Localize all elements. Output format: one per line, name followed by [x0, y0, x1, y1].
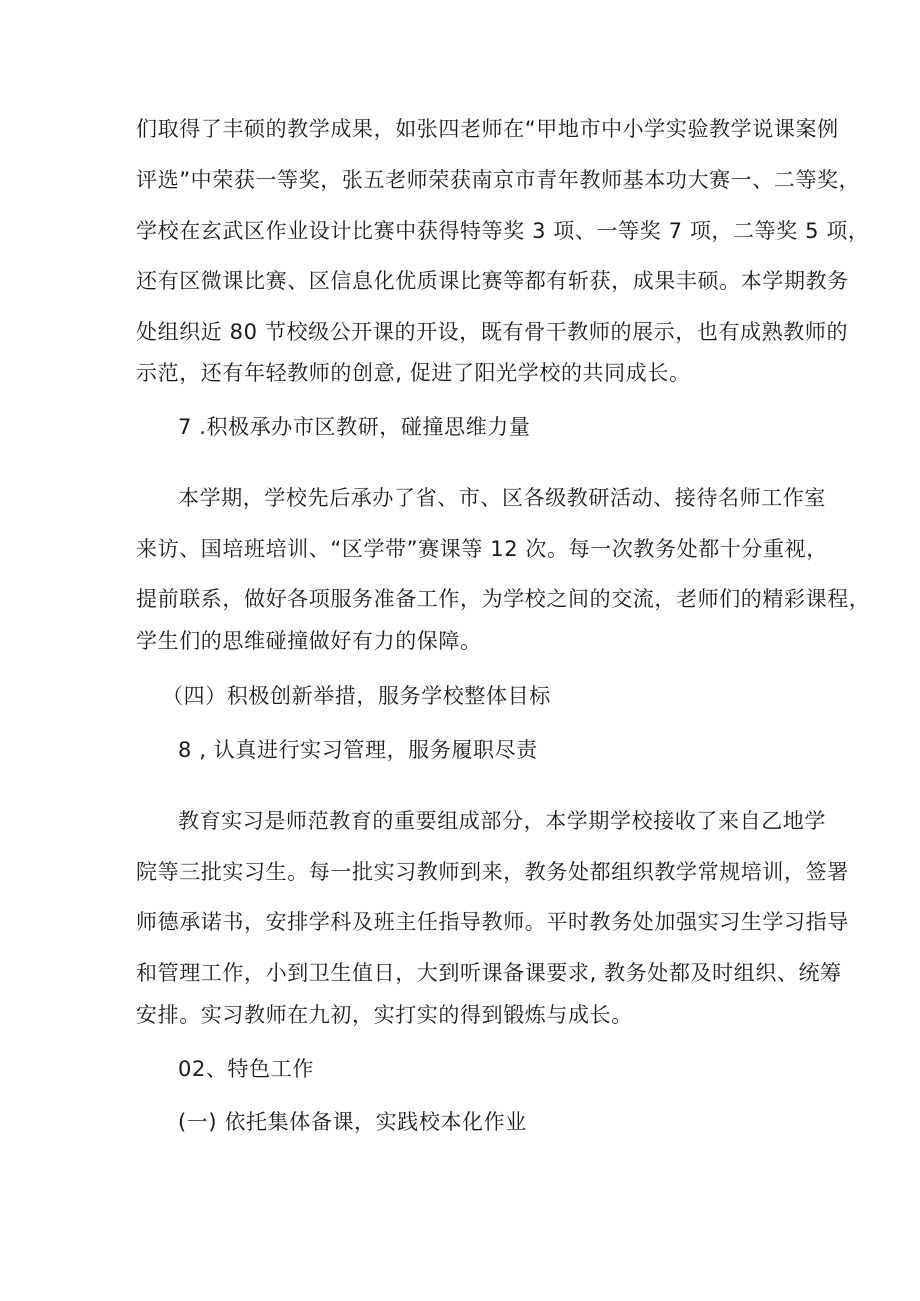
paragraph1-line-3: 学校在玄武区作业设计比赛中获得特等奖 3 项、一等奖 7 项，二等奖 5 项，	[136, 219, 870, 243]
section-heading-8: 8 , 认真进行实习管理，服务履职尽责	[178, 738, 538, 762]
section-heading-1: (一) 依托集体备课，实践校本化作业	[178, 1110, 527, 1134]
paragraph3-line-2: 院等三批实习生。每一批实习教师到来，教务处都组织教学常规培训，签署	[136, 860, 849, 884]
paragraph3-line-4: 和管理工作，小到卫生值日，大到听课备课要求, 教务处都及时组织、统筹	[136, 961, 842, 985]
paragraph1-line-4: 还有区微课比赛、区信息化优质课比赛等都有斩获，成果丰硕。本学期教务	[136, 269, 849, 293]
paragraph3-line-5: 安排。实习教师在九初，实打实的得到锻炼与成长。	[136, 1003, 633, 1027]
paragraph3-line-1: 教育实习是师范教育的重要组成部分，本学期学校接收了来自乙地学	[178, 809, 826, 833]
paragraph1-line-2: 评选”中荣获一等奖，张五老师荣获南京市青年教师基本功大赛一、二等奖，	[136, 168, 861, 192]
paragraph2-line-3: 提前联系，做好各项服务准备工作，为学校之间的交流，老师们的精彩课程，	[136, 587, 871, 611]
paragraph3-line-3: 师德承诺书，安排学科及班主任指导教师。平时教务处加强实习生学习指导	[136, 910, 849, 934]
paragraph1-line-6: 示范，还有年轻教师的创意, 促进了阳光学校的共同成长。	[136, 361, 691, 385]
paragraph1-line-1: 们取得了丰硕的教学成果，如张四老师在“甲地市中小学实验教学说课案例	[136, 117, 839, 141]
section-heading-7: 7 .积极承办市区教研，碰撞思维力量	[178, 415, 531, 439]
section-heading-4: （四）积极创新举措，服务学校整体目标	[162, 684, 551, 708]
paragraph2-line-4: 学生们的思维碰撞做好有力的保障。	[136, 629, 482, 653]
paragraph2-line-2: 来访、国培班培训、“区学带”赛课等 12 次。每一次教务处都十分重视，	[136, 537, 828, 561]
paragraph2-line-1: 本学期，学校先后承办了省、市、区各级教研活动、接待名师工作室	[178, 486, 826, 510]
section-heading-02: 02、特色工作	[178, 1057, 314, 1081]
paragraph1-line-5: 处组织近 80 节校级公开课的开设，既有骨干教师的展示，也有成熟教师的	[136, 320, 849, 344]
